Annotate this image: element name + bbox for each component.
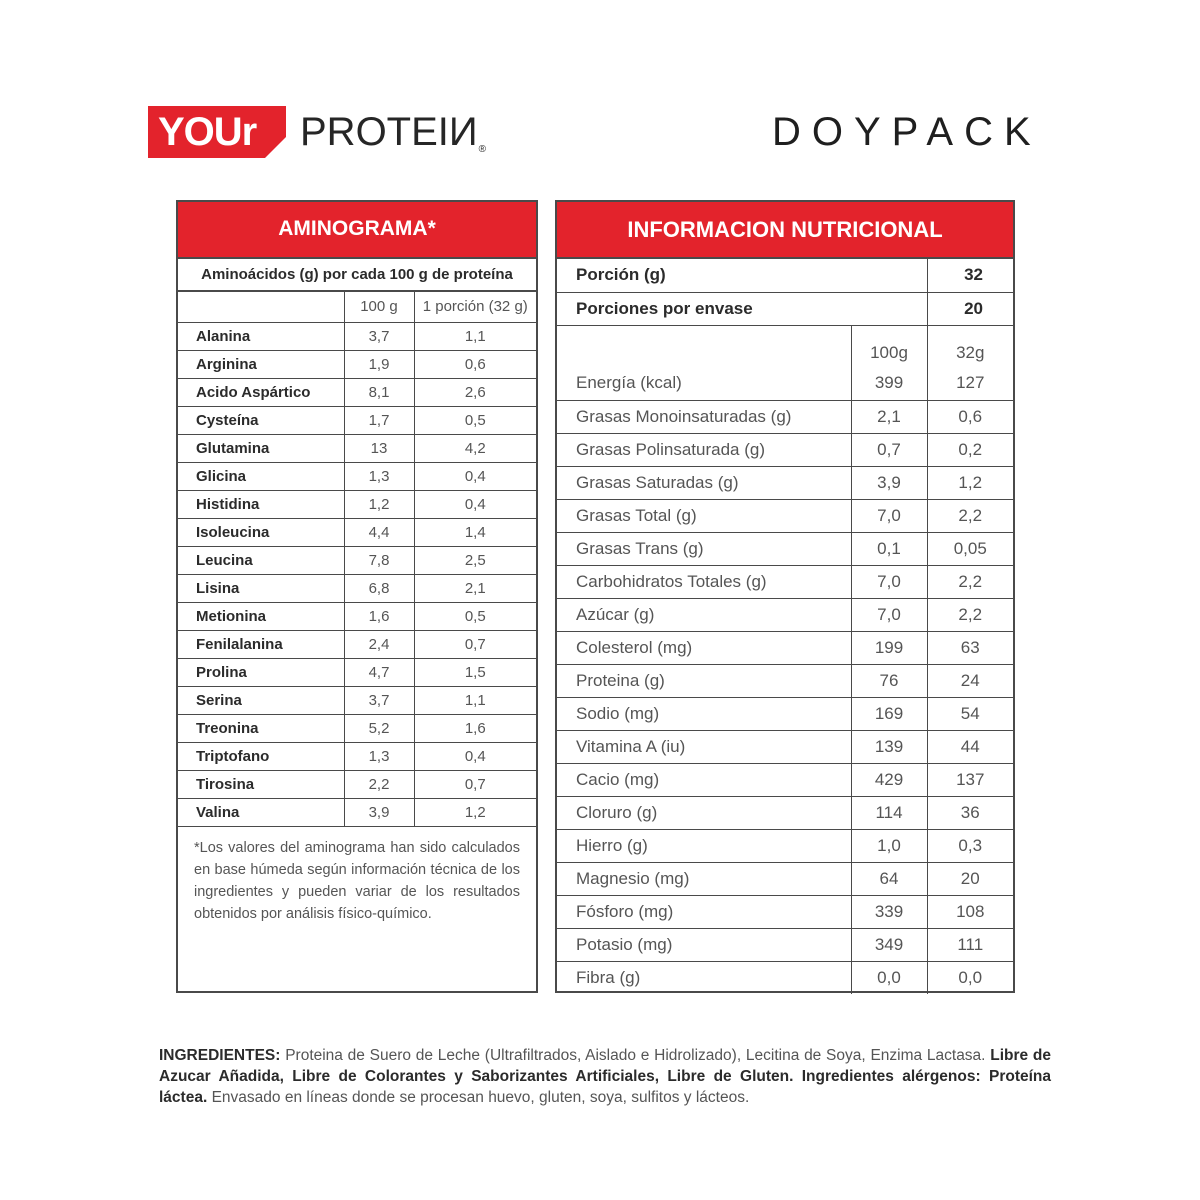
aminograma-subtitle: Aminoácidos (g) por cada 100 g de proteína <box>178 259 536 292</box>
nutri-name: Grasas Polinsaturada (g) <box>557 433 851 466</box>
amino-value-100g: 8,1 <box>344 378 414 406</box>
nutricional-row <box>557 664 1013 697</box>
nutricional-row <box>557 499 1013 532</box>
nutri-name: Sodio (mg) <box>557 697 851 730</box>
nutricional-row <box>557 829 1013 862</box>
nutri-value-100g: 169 <box>851 697 927 730</box>
header-32g: 32g <box>927 325 1013 367</box>
nutricional-row <box>557 730 1013 763</box>
nutri-name: Grasas Monoinsaturadas (g) <box>557 400 851 433</box>
aminograma-note: *Los valores del aminograma han sido calculados en base húmeda según información técnica de los ingredientes y pueden variar de los resultados obtenidos por análisis físico-químico. <box>194 839 520 922</box>
amino-value-portion: 1,5 <box>414 658 536 686</box>
nutri-name: Hierro (g) <box>557 829 851 862</box>
amino-value-100g: 1,3 <box>344 462 414 490</box>
nutricional-title: INFORMACION NUTRICIONAL <box>557 202 1013 259</box>
pack-type: DOYPACK <box>772 110 1042 154</box>
amino-value-100g: 3,7 <box>344 686 414 714</box>
nutri-value-100g: 64 <box>851 862 927 895</box>
aminograma-row <box>178 770 536 798</box>
amino-name: Cysteína <box>178 406 344 434</box>
nutri-value-100g: 7,0 <box>851 499 927 532</box>
nutricional-panel <box>555 200 1015 993</box>
amino-value-portion: 1,4 <box>414 518 536 546</box>
nutricional-row <box>557 928 1013 961</box>
ingredients-label: INGREDIENTES: <box>159 1047 281 1064</box>
aminograma-row <box>178 434 536 462</box>
registered-mark: ® <box>478 143 487 155</box>
porciones-value: 20 <box>927 292 1013 325</box>
nutri-value-32g: 127 <box>927 367 1013 400</box>
nutri-value-100g: 3,9 <box>851 466 927 499</box>
nutri-value-32g: 0,0 <box>927 961 1013 994</box>
nutri-value-32g: 1,2 <box>927 466 1013 499</box>
nutri-value-100g: 339 <box>851 895 927 928</box>
nutri-name: Vitamina A (iu) <box>557 730 851 763</box>
nutri-value-32g: 0,05 <box>927 532 1013 565</box>
nutri-value-32g: 63 <box>927 631 1013 664</box>
ingredients-text <box>159 1045 1051 1108</box>
nutri-value-100g: 76 <box>851 664 927 697</box>
amino-name: Acido Aspártico <box>178 378 344 406</box>
nutricional-row <box>557 961 1013 994</box>
nutri-value-32g: 54 <box>927 697 1013 730</box>
nutricional-row <box>557 895 1013 928</box>
amino-value-portion: 0,5 <box>414 602 536 630</box>
amino-name: Alanina <box>178 322 344 350</box>
nutri-value-32g: 20 <box>927 862 1013 895</box>
header-portion: 1 porción (32 g) <box>414 292 536 322</box>
nutri-value-100g: 0,0 <box>851 961 927 994</box>
aminograma-row <box>178 574 536 602</box>
nutricional-row <box>557 598 1013 631</box>
amino-name: Serina <box>178 686 344 714</box>
nutricional-row <box>557 466 1013 499</box>
ingredients-claims: Libre de Azucar Añadida, Libre de Colorantes y Saborizantes Artificiales, Libre de Gluten. Ingredientes alérgenos: Proteína láctea. <box>159 1047 1051 1106</box>
nutri-value-32g: 2,2 <box>927 598 1013 631</box>
amino-name: Arginina <box>178 350 344 378</box>
nutri-name: Cloruro (g) <box>557 796 851 829</box>
amino-value-100g: 1,9 <box>344 350 414 378</box>
aminograma-row <box>178 490 536 518</box>
porcion-row <box>557 259 1013 292</box>
amino-name: Tirosina <box>178 770 344 798</box>
aminograma-row <box>178 658 536 686</box>
nutri-value-100g: 114 <box>851 796 927 829</box>
nutri-value-100g: 429 <box>851 763 927 796</box>
nutri-name: Azúcar (g) <box>557 598 851 631</box>
aminograma-row <box>178 742 536 770</box>
amino-value-portion: 0,4 <box>414 490 536 518</box>
ingredients-list: Proteina de Suero de Leche (Ultrafiltrados, Aislado e Hidrolizado), Lecitina de Soya, Enzima Lactasa. <box>280 1047 991 1064</box>
header-100g: 100g <box>851 325 927 367</box>
amino-value-portion: 0,4 <box>414 742 536 770</box>
nutri-value-100g: 1,0 <box>851 829 927 862</box>
amino-name: Isoleucina <box>178 518 344 546</box>
nutri-value-100g: 7,0 <box>851 565 927 598</box>
ingredients-warning: Envasado en líneas donde se procesan huevo, gluten, soya, sulfitos y lácteos. <box>207 1089 750 1106</box>
nutri-value-100g: 2,1 <box>851 400 927 433</box>
amino-value-100g: 1,7 <box>344 406 414 434</box>
nutricional-row <box>557 565 1013 598</box>
amino-value-100g: 2,4 <box>344 630 414 658</box>
porciones-label: Porciones por envase <box>557 292 927 325</box>
amino-value-100g: 1,3 <box>344 742 414 770</box>
amino-name: Treonina <box>178 714 344 742</box>
logo-left: YOUr <box>148 106 286 158</box>
amino-value-100g: 7,8 <box>344 546 414 574</box>
nutri-value-32g: 44 <box>927 730 1013 763</box>
amino-name: Leucina <box>178 546 344 574</box>
nutri-name: Grasas Total (g) <box>557 499 851 532</box>
nutri-value-100g: 199 <box>851 631 927 664</box>
aminograma-row <box>178 462 536 490</box>
amino-name: Valina <box>178 798 344 826</box>
nutricional-row <box>557 367 1013 400</box>
aminograma-row <box>178 546 536 574</box>
porciones-row <box>557 292 1013 325</box>
nutricional-row <box>557 631 1013 664</box>
amino-value-100g: 3,7 <box>344 322 414 350</box>
amino-value-portion: 0,7 <box>414 630 536 658</box>
aminograma-panel <box>176 200 538 993</box>
nutricional-row <box>557 433 1013 466</box>
nutri-name: Potasio (mg) <box>557 928 851 961</box>
amino-value-100g: 1,6 <box>344 602 414 630</box>
nutri-value-32g: 111 <box>927 928 1013 961</box>
nutricional-row <box>557 862 1013 895</box>
nutri-value-32g: 2,2 <box>927 565 1013 598</box>
nutri-value-100g: 7,0 <box>851 598 927 631</box>
amino-value-portion: 0,7 <box>414 770 536 798</box>
header-empty <box>557 325 851 367</box>
amino-name: Glutamina <box>178 434 344 462</box>
amino-value-portion: 2,6 <box>414 378 536 406</box>
nutri-value-100g: 0,1 <box>851 532 927 565</box>
nutri-name: Magnesio (mg) <box>557 862 851 895</box>
nutricional-row <box>557 697 1013 730</box>
aminograma-row <box>178 322 536 350</box>
nutri-value-100g: 399 <box>851 367 927 400</box>
nutri-name: Grasas Saturadas (g) <box>557 466 851 499</box>
amino-value-portion: 2,1 <box>414 574 536 602</box>
amino-value-100g: 4,7 <box>344 658 414 686</box>
aminograma-row <box>178 602 536 630</box>
nutri-header-row <box>557 325 1013 367</box>
aminograma-row <box>178 518 536 546</box>
amino-value-100g: 1,2 <box>344 490 414 518</box>
logo-right: PROTEIИ® <box>300 109 487 155</box>
aminograma-row <box>178 350 536 378</box>
amino-value-100g: 2,2 <box>344 770 414 798</box>
amino-name: Fenilalanina <box>178 630 344 658</box>
nutri-name: Cacio (mg) <box>557 763 851 796</box>
amino-value-portion: 1,1 <box>414 322 536 350</box>
nutri-value-32g: 24 <box>927 664 1013 697</box>
aminograma-row <box>178 686 536 714</box>
nutri-value-100g: 139 <box>851 730 927 763</box>
aminograma-row <box>178 406 536 434</box>
porcion-value: 32 <box>927 259 1013 292</box>
amino-value-100g: 5,2 <box>344 714 414 742</box>
nutricional-table <box>557 259 1013 994</box>
amino-value-portion: 0,6 <box>414 350 536 378</box>
aminograma-row <box>178 714 536 742</box>
aminograma-row <box>178 798 536 826</box>
nutri-name: Proteina (g) <box>557 664 851 697</box>
amino-name: Glicina <box>178 462 344 490</box>
nutricional-row <box>557 532 1013 565</box>
amino-value-portion: 0,5 <box>414 406 536 434</box>
nutri-name: Grasas Trans (g) <box>557 532 851 565</box>
amino-value-portion: 1,6 <box>414 714 536 742</box>
brand-logo <box>148 106 486 158</box>
amino-name: Histidina <box>178 490 344 518</box>
nutricional-row <box>557 763 1013 796</box>
nutri-name: Colesterol (mg) <box>557 631 851 664</box>
nutri-name: Energía (kcal) <box>557 367 851 400</box>
nutri-value-32g: 0,2 <box>927 433 1013 466</box>
aminograma-header-row <box>178 292 536 322</box>
amino-value-portion: 4,2 <box>414 434 536 462</box>
aminograma-title: AMINOGRAMA* <box>178 202 536 259</box>
amino-value-100g: 6,8 <box>344 574 414 602</box>
aminograma-row <box>178 630 536 658</box>
amino-name: Prolina <box>178 658 344 686</box>
amino-value-portion: 2,5 <box>414 546 536 574</box>
amino-value-100g: 13 <box>344 434 414 462</box>
nutri-value-32g: 108 <box>927 895 1013 928</box>
nutri-value-32g: 36 <box>927 796 1013 829</box>
amino-value-portion: 0,4 <box>414 462 536 490</box>
nutri-value-32g: 0,6 <box>927 400 1013 433</box>
nutri-value-32g: 137 <box>927 763 1013 796</box>
amino-value-100g: 4,4 <box>344 518 414 546</box>
amino-value-portion: 1,1 <box>414 686 536 714</box>
nutri-name: Fósforo (mg) <box>557 895 851 928</box>
nutri-value-32g: 2,2 <box>927 499 1013 532</box>
aminograma-row <box>178 378 536 406</box>
nutricional-row <box>557 400 1013 433</box>
nutri-name: Carbohidratos Totales (g) <box>557 565 851 598</box>
amino-name: Triptofano <box>178 742 344 770</box>
header-empty <box>178 292 344 322</box>
nutri-name: Fibra (g) <box>557 961 851 994</box>
aminograma-table <box>178 292 536 827</box>
amino-value-100g: 3,9 <box>344 798 414 826</box>
nutri-value-32g: 0,3 <box>927 829 1013 862</box>
amino-name: Metionina <box>178 602 344 630</box>
header-100g: 100 g <box>344 292 414 322</box>
amino-value-portion: 1,2 <box>414 798 536 826</box>
amino-name: Lisina <box>178 574 344 602</box>
nutricional-row <box>557 796 1013 829</box>
nutri-value-100g: 0,7 <box>851 433 927 466</box>
nutri-value-100g: 349 <box>851 928 927 961</box>
porcion-label: Porción (g) <box>557 259 927 292</box>
